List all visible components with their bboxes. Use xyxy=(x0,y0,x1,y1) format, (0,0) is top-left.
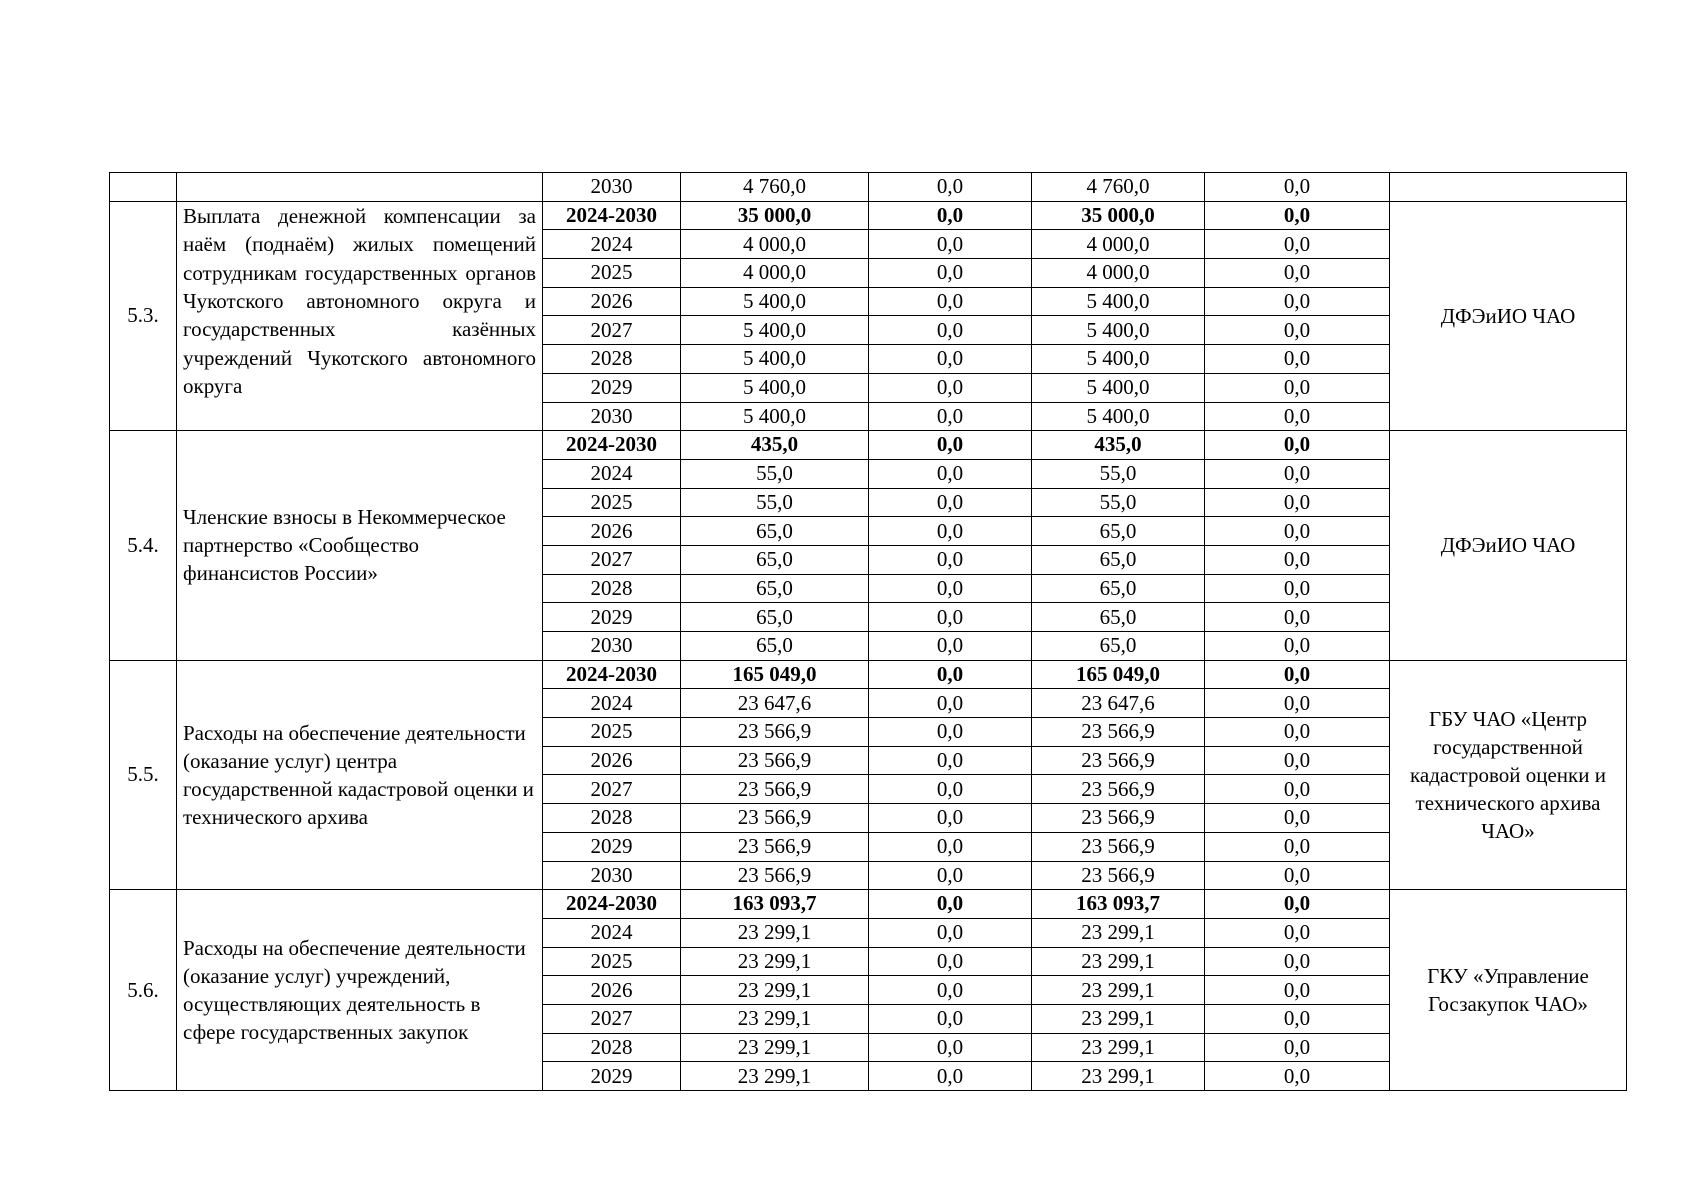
okrug-budget-cell: 5 400,0 xyxy=(1032,316,1205,345)
other-sources-cell: 0,0 xyxy=(1205,488,1390,517)
item-name-cell: Членские взносы в Некоммерческое партнерство «Сообщество финансистов России» xyxy=(177,431,543,661)
year-cell: 2024-2030 xyxy=(543,201,681,230)
year-cell: 2025 xyxy=(543,488,681,517)
other-sources-cell: 0,0 xyxy=(1205,1062,1390,1091)
okrug-budget-cell: 65,0 xyxy=(1032,517,1205,546)
year-cell: 2028 xyxy=(543,804,681,833)
year-cell: 2030 xyxy=(543,402,681,431)
other-sources-cell: 0,0 xyxy=(1205,947,1390,976)
year-cell: 2028 xyxy=(543,574,681,603)
other-sources-cell: 0,0 xyxy=(1205,890,1390,919)
total-cell: 4 000,0 xyxy=(681,259,869,288)
total-cell: 435,0 xyxy=(681,431,869,460)
okrug-budget-cell: 435,0 xyxy=(1032,431,1205,460)
okrug-budget-cell: 23 299,1 xyxy=(1032,947,1205,976)
okrug-budget-cell: 23 566,9 xyxy=(1032,718,1205,747)
item-number-cell: 5.6. xyxy=(110,890,177,1091)
executor-cell: ГБУ ЧАО «Центр государственной кадастровой оценки и технического архива ЧАО» xyxy=(1390,660,1627,890)
year-cell: 2026 xyxy=(543,976,681,1005)
year-cell: 2025 xyxy=(543,259,681,288)
federal-budget-cell: 0,0 xyxy=(869,890,1032,919)
item-number-cell: 5.4. xyxy=(110,431,177,661)
other-sources-cell: 0,0 xyxy=(1205,804,1390,833)
federal-budget-cell: 0,0 xyxy=(869,173,1032,202)
total-cell: 23 299,1 xyxy=(681,1033,869,1062)
okrug-budget-cell: 23 566,9 xyxy=(1032,804,1205,833)
total-cell: 5 400,0 xyxy=(681,345,869,374)
federal-budget-cell: 0,0 xyxy=(869,230,1032,259)
okrug-budget-cell: 163 093,7 xyxy=(1032,890,1205,919)
federal-budget-cell: 0,0 xyxy=(869,689,1032,718)
other-sources-cell: 0,0 xyxy=(1205,459,1390,488)
total-cell: 5 400,0 xyxy=(681,316,869,345)
federal-budget-cell: 0,0 xyxy=(869,632,1032,661)
okrug-budget-cell: 4 000,0 xyxy=(1032,230,1205,259)
year-cell: 2028 xyxy=(543,1033,681,1062)
federal-budget-cell: 0,0 xyxy=(869,603,1032,632)
year-cell: 2029 xyxy=(543,603,681,632)
okrug-budget-cell: 35 000,0 xyxy=(1032,201,1205,230)
federal-budget-cell: 0,0 xyxy=(869,402,1032,431)
table-row-total xyxy=(110,890,1627,919)
year-cell: 2025 xyxy=(543,718,681,747)
other-sources-cell: 0,0 xyxy=(1205,689,1390,718)
total-cell: 23 566,9 xyxy=(681,861,869,890)
year-cell: 2029 xyxy=(543,1062,681,1091)
okrug-budget-cell: 165 049,0 xyxy=(1032,660,1205,689)
total-cell: 23 566,9 xyxy=(681,746,869,775)
year-cell: 2028 xyxy=(543,345,681,374)
federal-budget-cell: 0,0 xyxy=(869,431,1032,460)
other-sources-cell: 0,0 xyxy=(1205,259,1390,288)
okrug-budget-cell: 23 566,9 xyxy=(1032,832,1205,861)
table-body xyxy=(110,173,1627,1091)
okrug-budget-cell: 65,0 xyxy=(1032,603,1205,632)
total-cell: 23 299,1 xyxy=(681,947,869,976)
year-cell: 2029 xyxy=(543,832,681,861)
okrug-budget-cell: 5 400,0 xyxy=(1032,345,1205,374)
okrug-budget-cell: 55,0 xyxy=(1032,488,1205,517)
total-cell: 23 299,1 xyxy=(681,1004,869,1033)
okrug-budget-cell: 23 299,1 xyxy=(1032,1062,1205,1091)
other-sources-cell: 0,0 xyxy=(1205,373,1390,402)
total-cell: 55,0 xyxy=(681,459,869,488)
item-number-cell: 5.5. xyxy=(110,660,177,890)
total-cell: 23 566,9 xyxy=(681,718,869,747)
year-cell: 2024 xyxy=(543,689,681,718)
total-cell: 4 760,0 xyxy=(681,173,869,202)
federal-budget-cell: 0,0 xyxy=(869,918,1032,947)
total-cell: 65,0 xyxy=(681,517,869,546)
other-sources-cell: 0,0 xyxy=(1205,861,1390,890)
federal-budget-cell: 0,0 xyxy=(869,775,1032,804)
total-cell: 23 566,9 xyxy=(681,804,869,833)
total-cell: 55,0 xyxy=(681,488,869,517)
total-cell: 65,0 xyxy=(681,603,869,632)
other-sources-cell: 0,0 xyxy=(1205,402,1390,431)
executor-cell: ДФЭиИО ЧАО xyxy=(1390,201,1627,431)
federal-budget-cell: 0,0 xyxy=(869,459,1032,488)
executor-cell xyxy=(1390,173,1627,202)
year-cell: 2027 xyxy=(543,316,681,345)
federal-budget-cell: 0,0 xyxy=(869,545,1032,574)
year-cell: 2024 xyxy=(543,918,681,947)
okrug-budget-cell: 65,0 xyxy=(1032,545,1205,574)
total-cell: 5 400,0 xyxy=(681,287,869,316)
federal-budget-cell: 0,0 xyxy=(869,287,1032,316)
year-cell: 2026 xyxy=(543,746,681,775)
table-row-total xyxy=(110,431,1627,460)
other-sources-cell: 0,0 xyxy=(1205,316,1390,345)
year-cell: 2025 xyxy=(543,947,681,976)
okrug-budget-cell: 23 299,1 xyxy=(1032,1004,1205,1033)
other-sources-cell: 0,0 xyxy=(1205,775,1390,804)
total-cell: 23 566,9 xyxy=(681,832,869,861)
okrug-budget-cell: 23 299,1 xyxy=(1032,1033,1205,1062)
item-name-cell: Расходы на обеспечение деятельности (оказание услуг) учреждений, осуществляющих деятельность в сфере государственных закупок xyxy=(177,890,543,1091)
year-cell: 2024 xyxy=(543,459,681,488)
year-cell: 2027 xyxy=(543,545,681,574)
federal-budget-cell: 0,0 xyxy=(869,373,1032,402)
other-sources-cell: 0,0 xyxy=(1205,1033,1390,1062)
item-number-cell: 5.3. xyxy=(110,201,177,431)
federal-budget-cell: 0,0 xyxy=(869,947,1032,976)
okrug-budget-cell: 5 400,0 xyxy=(1032,402,1205,431)
year-cell: 2024-2030 xyxy=(543,431,681,460)
other-sources-cell: 0,0 xyxy=(1205,345,1390,374)
year-cell: 2026 xyxy=(543,287,681,316)
total-cell: 163 093,7 xyxy=(681,890,869,919)
other-sources-cell: 0,0 xyxy=(1205,832,1390,861)
other-sources-cell: 0,0 xyxy=(1205,173,1390,202)
federal-budget-cell: 0,0 xyxy=(869,804,1032,833)
other-sources-cell: 0,0 xyxy=(1205,230,1390,259)
other-sources-cell: 0,0 xyxy=(1205,201,1390,230)
year-cell: 2030 xyxy=(543,173,681,202)
budget-table xyxy=(109,172,1627,1091)
federal-budget-cell: 0,0 xyxy=(869,832,1032,861)
okrug-budget-cell: 4 000,0 xyxy=(1032,259,1205,288)
total-cell: 35 000,0 xyxy=(681,201,869,230)
okrug-budget-cell: 65,0 xyxy=(1032,632,1205,661)
other-sources-cell: 0,0 xyxy=(1205,574,1390,603)
federal-budget-cell: 0,0 xyxy=(869,1062,1032,1091)
okrug-budget-cell: 55,0 xyxy=(1032,459,1205,488)
total-cell: 23 566,9 xyxy=(681,775,869,804)
total-cell: 23 299,1 xyxy=(681,918,869,947)
total-cell: 23 299,1 xyxy=(681,1062,869,1091)
total-cell: 23 299,1 xyxy=(681,976,869,1005)
year-cell: 2026 xyxy=(543,517,681,546)
federal-budget-cell: 0,0 xyxy=(869,574,1032,603)
year-cell: 2027 xyxy=(543,1004,681,1033)
year-cell: 2030 xyxy=(543,861,681,890)
okrug-budget-cell: 23 566,9 xyxy=(1032,746,1205,775)
federal-budget-cell: 0,0 xyxy=(869,488,1032,517)
other-sources-cell: 0,0 xyxy=(1205,287,1390,316)
total-cell: 65,0 xyxy=(681,545,869,574)
okrug-budget-cell: 23 299,1 xyxy=(1032,918,1205,947)
okrug-budget-cell: 23 566,9 xyxy=(1032,861,1205,890)
other-sources-cell: 0,0 xyxy=(1205,517,1390,546)
total-cell: 165 049,0 xyxy=(681,660,869,689)
okrug-budget-cell: 23 299,1 xyxy=(1032,976,1205,1005)
other-sources-cell: 0,0 xyxy=(1205,1004,1390,1033)
item-name-cell: Расходы на обеспечение деятельности (оказание услуг) центра государственной кадастровой оценки и технического архива xyxy=(177,660,543,890)
item-number-cell xyxy=(110,173,177,202)
federal-budget-cell: 0,0 xyxy=(869,1033,1032,1062)
okrug-budget-cell: 5 400,0 xyxy=(1032,287,1205,316)
other-sources-cell: 0,0 xyxy=(1205,976,1390,1005)
federal-budget-cell: 0,0 xyxy=(869,345,1032,374)
okrug-budget-cell: 23 566,9 xyxy=(1032,775,1205,804)
federal-budget-cell: 0,0 xyxy=(869,746,1032,775)
executor-cell: ДФЭиИО ЧАО xyxy=(1390,431,1627,661)
other-sources-cell: 0,0 xyxy=(1205,660,1390,689)
table-row xyxy=(110,173,1627,202)
total-cell: 65,0 xyxy=(681,632,869,661)
item-name-cell xyxy=(177,173,543,202)
okrug-budget-cell: 65,0 xyxy=(1032,574,1205,603)
item-name-cell: Выплата денежной компенсации за наём (поднаём) жилых помещений сотрудникам государственных органов Чукотского автономного округа и государственных казённых учреждений Чукотского автономного округа xyxy=(177,201,543,431)
federal-budget-cell: 0,0 xyxy=(869,316,1032,345)
table-row-total xyxy=(110,201,1627,230)
total-cell: 4 000,0 xyxy=(681,230,869,259)
federal-budget-cell: 0,0 xyxy=(869,718,1032,747)
total-cell: 65,0 xyxy=(681,574,869,603)
other-sources-cell: 0,0 xyxy=(1205,431,1390,460)
okrug-budget-cell: 23 647,6 xyxy=(1032,689,1205,718)
federal-budget-cell: 0,0 xyxy=(869,861,1032,890)
year-cell: 2024-2030 xyxy=(543,890,681,919)
other-sources-cell: 0,0 xyxy=(1205,718,1390,747)
federal-budget-cell: 0,0 xyxy=(869,201,1032,230)
other-sources-cell: 0,0 xyxy=(1205,632,1390,661)
federal-budget-cell: 0,0 xyxy=(869,660,1032,689)
total-cell: 23 647,6 xyxy=(681,689,869,718)
other-sources-cell: 0,0 xyxy=(1205,918,1390,947)
federal-budget-cell: 0,0 xyxy=(869,1004,1032,1033)
other-sources-cell: 0,0 xyxy=(1205,545,1390,574)
federal-budget-cell: 0,0 xyxy=(869,517,1032,546)
total-cell: 5 400,0 xyxy=(681,402,869,431)
okrug-budget-cell: 5 400,0 xyxy=(1032,373,1205,402)
okrug-budget-cell: 4 760,0 xyxy=(1032,173,1205,202)
year-cell: 2027 xyxy=(543,775,681,804)
federal-budget-cell: 0,0 xyxy=(869,259,1032,288)
year-cell: 2029 xyxy=(543,373,681,402)
year-cell: 2024-2030 xyxy=(543,660,681,689)
year-cell: 2024 xyxy=(543,230,681,259)
other-sources-cell: 0,0 xyxy=(1205,603,1390,632)
year-cell: 2030 xyxy=(543,632,681,661)
other-sources-cell: 0,0 xyxy=(1205,746,1390,775)
table-row-total xyxy=(110,660,1627,689)
total-cell: 5 400,0 xyxy=(681,373,869,402)
federal-budget-cell: 0,0 xyxy=(869,976,1032,1005)
executor-cell: ГКУ «Управление Госзакупок ЧАО» xyxy=(1390,890,1627,1091)
